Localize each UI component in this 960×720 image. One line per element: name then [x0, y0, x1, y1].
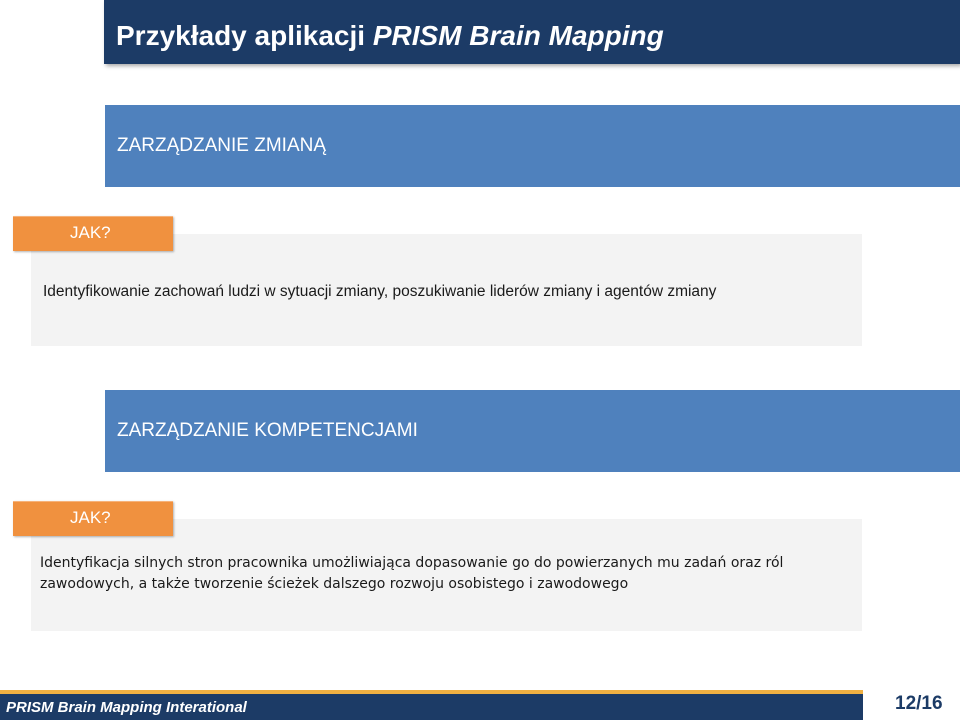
content-text: Identyfikowanie zachowań ludzi w sytuacji zmiany, poszukiwanie liderów zmiany i agentów zmiany [43, 283, 717, 300]
jak-tab [13, 501, 173, 536]
jak-tab-label: JAK? [70, 508, 111, 527]
footer-text: PRISM Brain Mapping Interational [6, 699, 247, 716]
section-header-change-management [105, 105, 960, 187]
footer-bar [0, 690, 863, 720]
content-text-line-2: zawodowych, a także tworzenie ścieżek dalszego rozwoju osobistego i zawodowego [40, 576, 629, 592]
jak-tab [13, 216, 173, 251]
section-header-competence-management [105, 390, 960, 472]
jak-tab-label: JAK? [70, 223, 111, 242]
slide-title: Przykłady aplikacji PRISM Brain Mapping [116, 20, 664, 51]
slide-title-italic: PRISM Brain Mapping [372, 20, 664, 51]
content-text-line-1: Identyfikacja silnych stron pracownika umożliwiająca dopasowanie go do powierzanych mu zadań oraz ról [40, 555, 784, 571]
title-bar [104, 0, 960, 64]
section-header-label: ZARZĄDZANIE KOMPETENCJAMI [117, 420, 418, 441]
page-number: 12/16 [895, 693, 943, 714]
section-header-label: ZARZĄDZANIE ZMIANĄ [117, 135, 327, 156]
